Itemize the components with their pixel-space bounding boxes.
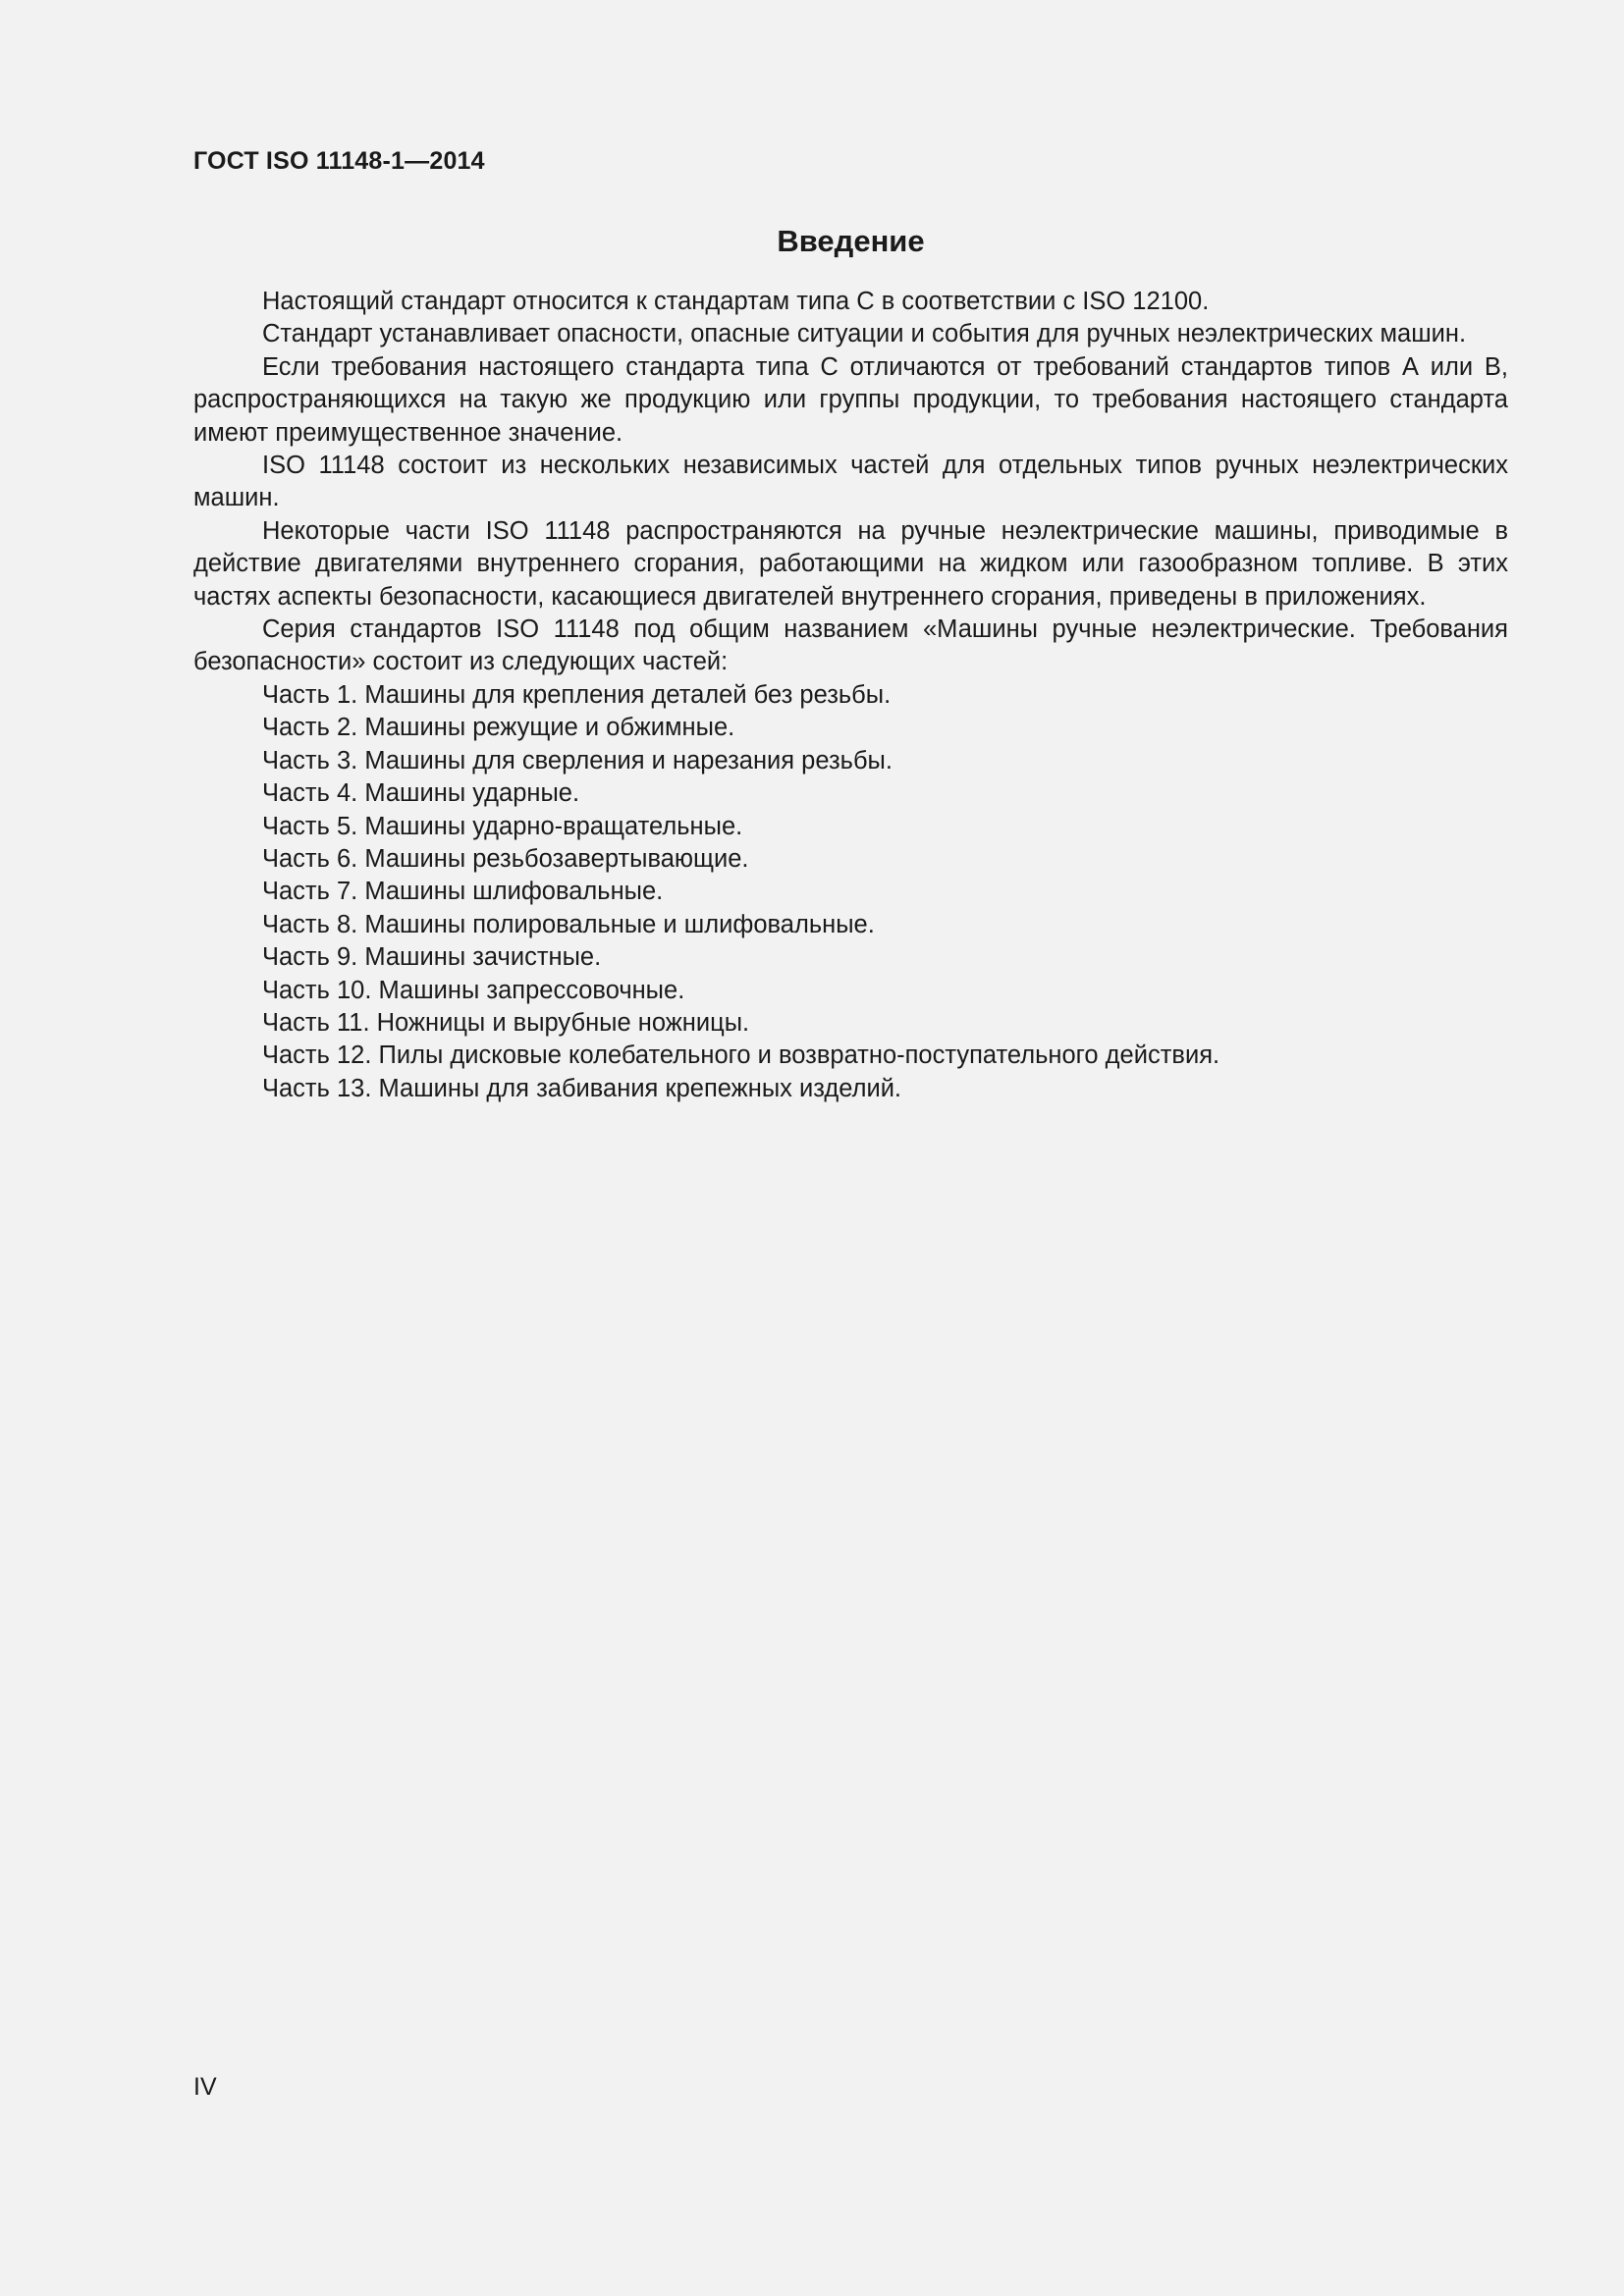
list-item: Часть 13. Машины для забивания крепежных изделий. [262,1074,902,1102]
list-item: Часть 11. Ножницы и вырубные ножницы. [262,1008,750,1037]
list-item: Часть 1. Машины для крепления деталей без резьбы. [262,680,892,709]
paragraph: Если требования настоящего стандарта типа С отличаются от требований стандартов типов А или В, распространяющихся на такую же продукцию или группы продукции, то требования настоящего стандарта имеют преимущественное значение. [193,352,1508,447]
introduction-body [193,286,1508,1105]
list-item: Часть 5. Машины ударно-вращательные. [262,812,743,840]
list-item: Часть 8. Машины полировальные и шлифовальные. [262,910,875,938]
paragraph: Стандарт устанавливает опасности, опасные ситуации и события для ручных неэлектрических машин. [262,320,1467,348]
paragraph: Настоящий стандарт относится к стандартам типа С в соответствии с ISO 12100. [262,288,1210,315]
page-number: IV [193,2073,217,2101]
list-item: Часть 9. Машины зачистные. [262,943,602,972]
parts-list [193,679,1508,1105]
list-item: Часть 3. Машины для сверления и нарезания резьбы. [262,746,893,774]
list-item: Часть 6. Машины резьбозавертывающие. [262,844,749,873]
list-item: Часть 7. Машины шлифовальные. [262,878,664,906]
paragraph: Серия стандартов ISO 11148 под общим названием «Машины ручные неэлектрические. Требования безопасности» состоит из следующих частей: [193,615,1508,676]
list-item: Часть 4. Машины ударные. [262,779,580,808]
document-header: ГОСТ ISO 11148-1—2014 [193,147,485,175]
list-item: Часть 10. Машины запрессовочные. [262,976,685,1004]
paragraph: ISO 11148 состоит из нескольких независимых частей для отдельных типов ручных неэлектрических машин. [193,452,1508,512]
paragraph: Некоторые части ISO 11148 распространяются на ручные неэлектрические машины, приводимые в действие двигателями внутреннего сгорания, работающими на жидком или газообразном топливе. В этих частях аспекты безопасности, касающиеся двигателей внутреннего сгорания, приведены в приложениях. [193,516,1508,611]
list-item: Часть 2. Машины режущие и обжимные. [262,714,735,742]
section-title: Введение [777,224,925,258]
list-item: Часть 12. Пилы дисковые колебательного и возвратно-поступательного действия. [262,1041,1220,1070]
